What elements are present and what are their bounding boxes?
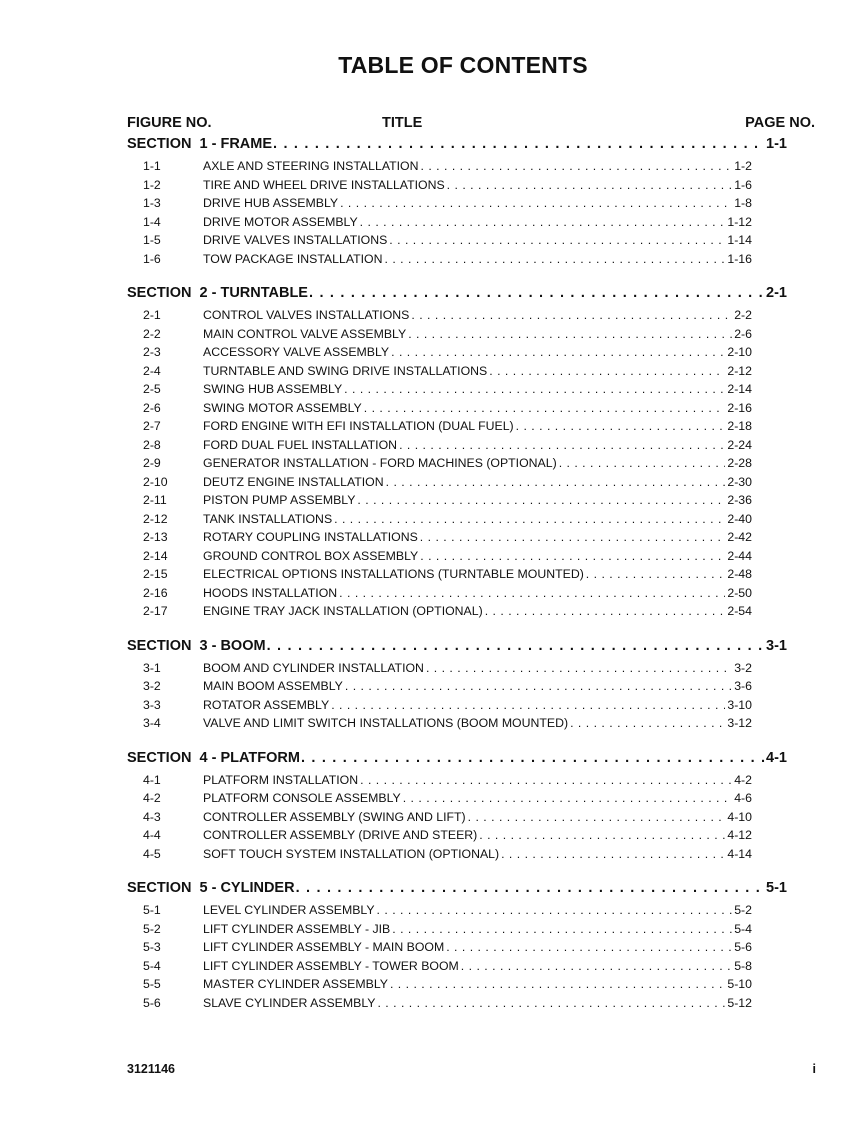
dot-leader bbox=[331, 698, 725, 712]
section-page: 4-1 bbox=[766, 749, 787, 766]
entry-page: 2-24 bbox=[727, 437, 752, 452]
toc-entry[interactable] bbox=[127, 530, 752, 549]
toc-list bbox=[127, 136, 787, 1029]
dot-leader bbox=[377, 903, 733, 917]
section-label: SECTION 5 - CYLINDER bbox=[127, 880, 295, 896]
toc-entry[interactable] bbox=[127, 159, 752, 178]
figure-number: 2-4 bbox=[143, 363, 161, 378]
dot-leader bbox=[377, 996, 725, 1010]
dot-leader bbox=[339, 586, 725, 600]
column-headers bbox=[127, 115, 815, 133]
dot-leader bbox=[411, 308, 732, 322]
entry-page: 1-16 bbox=[727, 251, 752, 266]
figure-number: 2-8 bbox=[143, 437, 161, 452]
dot-leader bbox=[334, 512, 725, 526]
entry-page: 1-12 bbox=[727, 214, 752, 229]
entry-title: FORD DUAL FUEL INSTALLATION bbox=[203, 437, 398, 452]
toc-entry[interactable] bbox=[127, 308, 752, 327]
figure-number: 2-14 bbox=[143, 548, 168, 563]
entry-title: CONTROL VALVES INSTALLATIONS bbox=[203, 308, 410, 322]
dot-leader bbox=[446, 940, 732, 954]
entry-page: 4-14 bbox=[727, 846, 752, 861]
figure-number: 1-5 bbox=[143, 233, 161, 247]
dot-leader bbox=[360, 773, 732, 787]
figure-number: 2-15 bbox=[143, 567, 168, 581]
toc-entry[interactable] bbox=[127, 959, 752, 978]
entry-title: VALVE AND LIMIT SWITCH INSTALLATIONS (BOOM MOUNTED) bbox=[203, 716, 569, 730]
dot-leader bbox=[420, 159, 732, 173]
toc-entry[interactable] bbox=[127, 549, 752, 568]
section-label: SECTION 2 - TURNTABLE bbox=[127, 285, 308, 301]
entry-title: LIFT CYLINDER ASSEMBLY - TOWER BOOM bbox=[203, 958, 459, 973]
toc-entry[interactable] bbox=[127, 996, 752, 1015]
dot-leader bbox=[420, 549, 725, 563]
dot-leader bbox=[389, 233, 725, 247]
toc-section bbox=[127, 136, 787, 270]
figure-number: 2-16 bbox=[143, 585, 168, 600]
entry-page: 5-2 bbox=[734, 903, 752, 917]
figure-number: 2-12 bbox=[143, 511, 168, 526]
figure-number: 1-4 bbox=[143, 214, 161, 229]
dot-leader bbox=[386, 475, 726, 489]
toc-entry[interactable] bbox=[127, 661, 752, 680]
figure-number: 3-1 bbox=[143, 660, 161, 675]
entry-title: ROTATOR ASSEMBLY bbox=[203, 697, 330, 712]
entry-title: FORD ENGINE WITH EFI INSTALLATION (DUAL FUEL) bbox=[203, 419, 514, 433]
toc-entry[interactable] bbox=[127, 791, 752, 810]
dot-leader bbox=[420, 530, 726, 544]
entry-page: 1-6 bbox=[734, 177, 752, 192]
page-no-header: PAGE NO. bbox=[745, 115, 815, 131]
page-title: TABLE OF CONTENTS bbox=[338, 52, 588, 78]
toc-entry[interactable] bbox=[127, 345, 752, 364]
toc-entry[interactable] bbox=[127, 493, 752, 512]
toc-entry[interactable] bbox=[127, 252, 752, 271]
entry-title: MAIN CONTROL VALVE ASSEMBLY bbox=[203, 326, 407, 341]
entry-title: GENERATOR INSTALLATION - FORD MACHINES (OPTIONAL) bbox=[203, 456, 557, 470]
dot-leader bbox=[501, 847, 725, 861]
figure-number: 1-2 bbox=[143, 177, 161, 192]
dot-leader bbox=[403, 791, 733, 805]
toc-entry[interactable] bbox=[127, 382, 752, 401]
dot-leader bbox=[309, 285, 765, 301]
section-heading[interactable] bbox=[127, 285, 787, 304]
toc-section bbox=[127, 638, 787, 735]
section-heading[interactable] bbox=[127, 750, 787, 769]
toc-entry[interactable] bbox=[127, 567, 752, 586]
entry-page: 3-6 bbox=[734, 679, 752, 693]
dot-leader bbox=[357, 493, 725, 507]
dot-leader bbox=[384, 252, 725, 266]
figure-number: 2-10 bbox=[143, 474, 168, 489]
toc-entry[interactable] bbox=[127, 364, 752, 383]
toc-entry[interactable] bbox=[127, 586, 752, 605]
entry-title: TURNTABLE AND SWING DRIVE INSTALLATIONS bbox=[203, 363, 488, 378]
entry-title: ACCESSORY VALVE ASSEMBLY bbox=[203, 345, 390, 359]
figure-number: 5-1 bbox=[143, 903, 161, 917]
document-number: 3121146 bbox=[127, 1062, 175, 1076]
entry-page: 2-36 bbox=[727, 493, 752, 507]
entry-page: 2-12 bbox=[727, 363, 752, 378]
toc-entry[interactable] bbox=[127, 512, 752, 531]
figure-number: 2-6 bbox=[143, 400, 161, 415]
toc-entry[interactable] bbox=[127, 922, 752, 941]
entry-title: DRIVE MOTOR ASSEMBLY bbox=[203, 214, 358, 229]
dot-leader bbox=[273, 136, 765, 152]
entry-page: 2-10 bbox=[727, 345, 752, 359]
dot-leader bbox=[296, 880, 765, 896]
dot-leader bbox=[399, 438, 725, 452]
section-page: 2-1 bbox=[766, 285, 787, 301]
dot-leader bbox=[570, 716, 725, 730]
dot-leader bbox=[586, 567, 726, 581]
entry-title: ENGINE TRAY JACK INSTALLATION (OPTIONAL) bbox=[203, 604, 483, 618]
dot-leader bbox=[340, 196, 732, 210]
toc-entry[interactable] bbox=[127, 401, 752, 420]
figure-number: 2-7 bbox=[143, 419, 161, 433]
entry-page: 4-2 bbox=[734, 772, 752, 787]
entry-title: SOFT TOUCH SYSTEM INSTALLATION (OPTIONAL) bbox=[203, 846, 500, 861]
section-heading[interactable] bbox=[127, 880, 787, 899]
dot-leader bbox=[360, 215, 726, 229]
entry-page: 3-2 bbox=[734, 660, 752, 675]
figure-number: 4-1 bbox=[143, 772, 161, 787]
dot-leader bbox=[392, 922, 732, 936]
toc-entry[interactable] bbox=[127, 178, 752, 197]
entry-page: 1-2 bbox=[734, 159, 752, 173]
dot-leader bbox=[301, 750, 765, 766]
toc-entry[interactable] bbox=[127, 456, 752, 475]
toc-entry[interactable] bbox=[127, 716, 752, 735]
entry-title: DEUTZ ENGINE INSTALLATION bbox=[203, 474, 384, 489]
entry-title: MAIN BOOM ASSEMBLY bbox=[203, 679, 343, 693]
entry-page: 4-6 bbox=[734, 791, 752, 805]
entry-title: PLATFORM CONSOLE ASSEMBLY bbox=[203, 791, 401, 805]
toc-entry[interactable] bbox=[127, 215, 752, 234]
entry-title: SLAVE CYLINDER ASSEMBLY bbox=[203, 995, 376, 1010]
entry-page: 5-12 bbox=[727, 995, 752, 1010]
figure-number: 3-4 bbox=[143, 716, 161, 730]
figure-number: 1-3 bbox=[143, 196, 161, 210]
section-label: SECTION 3 - BOOM bbox=[127, 637, 266, 654]
figure-number: 2-3 bbox=[143, 345, 161, 359]
figure-number: 2-1 bbox=[143, 308, 161, 322]
entry-title: LEVEL CYLINDER ASSEMBLY bbox=[203, 903, 375, 917]
entry-page: 2-16 bbox=[727, 400, 752, 415]
figure-number: 3-3 bbox=[143, 697, 161, 712]
entry-page: 1-8 bbox=[734, 196, 752, 210]
section-page: 5-1 bbox=[766, 880, 787, 896]
dot-leader bbox=[516, 419, 726, 433]
entry-title: ROTARY COUPLING INSTALLATIONS bbox=[203, 530, 418, 544]
figure-number: 4-3 bbox=[143, 809, 161, 824]
entry-title: TANK INSTALLATIONS bbox=[203, 511, 333, 526]
dot-leader bbox=[485, 604, 726, 618]
figure-number: 3-2 bbox=[143, 679, 161, 693]
section-heading[interactable] bbox=[127, 638, 787, 657]
toc-entry[interactable] bbox=[127, 327, 752, 346]
dot-leader bbox=[489, 364, 725, 378]
figure-number: 2-13 bbox=[143, 530, 168, 544]
section-label: SECTION 4 - PLATFORM bbox=[127, 749, 300, 766]
dot-leader bbox=[390, 977, 725, 991]
entry-page: 2-30 bbox=[727, 474, 752, 489]
entry-page: 4-10 bbox=[727, 809, 752, 824]
entry-title: GROUND CONTROL BOX ASSEMBLY bbox=[203, 548, 419, 563]
figure-number: 4-2 bbox=[143, 791, 161, 805]
entry-page: 2-54 bbox=[727, 604, 752, 618]
section-heading[interactable] bbox=[127, 136, 787, 155]
toc-entry[interactable] bbox=[127, 233, 752, 252]
entry-page: 2-42 bbox=[727, 530, 752, 544]
figure-number: 4-5 bbox=[143, 846, 161, 861]
dot-leader bbox=[345, 679, 732, 693]
entry-title: BOOM AND CYLINDER INSTALLATION bbox=[203, 660, 424, 675]
page-number: i bbox=[812, 1062, 816, 1076]
toc-entry[interactable] bbox=[127, 977, 752, 996]
toc-entry[interactable] bbox=[127, 773, 752, 792]
toc-section bbox=[127, 750, 787, 866]
entry-page: 2-28 bbox=[727, 456, 752, 470]
toc-entry[interactable] bbox=[127, 810, 752, 829]
entry-page: 2-14 bbox=[727, 382, 752, 396]
figure-number: 1-1 bbox=[143, 159, 161, 173]
entry-title: ELECTRICAL OPTIONS INSTALLATIONS (TURNTABLE MOUNTED) bbox=[203, 567, 584, 581]
toc-entry[interactable] bbox=[127, 438, 752, 457]
dot-leader bbox=[447, 178, 733, 192]
toc-entry[interactable] bbox=[127, 475, 752, 494]
entry-page: 5-8 bbox=[734, 958, 752, 973]
toc-entry[interactable] bbox=[127, 847, 752, 866]
title-header: TITLE bbox=[382, 115, 423, 131]
figure-number: 2-5 bbox=[143, 382, 161, 396]
entry-title: MASTER CYLINDER ASSEMBLY bbox=[203, 977, 388, 991]
figure-number: 5-3 bbox=[143, 940, 161, 954]
dot-leader bbox=[559, 456, 726, 470]
toc-entry[interactable] bbox=[127, 698, 752, 717]
toc-entry[interactable] bbox=[127, 604, 752, 623]
entry-title: DRIVE HUB ASSEMBLY bbox=[203, 196, 339, 210]
dot-leader bbox=[408, 327, 732, 341]
entry-page: 2-6 bbox=[734, 326, 752, 341]
figure-no-header: FIGURE NO. bbox=[127, 115, 212, 131]
toc-entry[interactable] bbox=[127, 903, 752, 922]
entry-title: CONTROLLER ASSEMBLY (DRIVE AND STEER) bbox=[203, 828, 478, 842]
entry-title: HOODS INSTALLATION bbox=[203, 585, 338, 600]
entry-page: 2-2 bbox=[734, 308, 752, 322]
toc-entry[interactable] bbox=[127, 940, 752, 959]
dot-leader bbox=[426, 661, 732, 675]
figure-number: 1-6 bbox=[143, 251, 161, 266]
entry-page: 1-14 bbox=[727, 233, 752, 247]
entry-title: CONTROLLER ASSEMBLY (SWING AND LIFT) bbox=[203, 809, 466, 824]
dot-leader bbox=[267, 638, 765, 654]
entry-page: 3-10 bbox=[727, 697, 752, 712]
figure-number: 5-2 bbox=[143, 921, 161, 936]
entry-page: 2-40 bbox=[727, 511, 752, 526]
toc-entry[interactable] bbox=[127, 419, 752, 438]
dot-leader bbox=[344, 382, 725, 396]
figure-number: 5-4 bbox=[143, 958, 161, 973]
section-page: 1-1 bbox=[766, 136, 787, 152]
entry-page: 2-18 bbox=[727, 419, 752, 433]
entry-page: 5-6 bbox=[734, 940, 752, 954]
entry-page: 5-4 bbox=[734, 921, 752, 936]
entry-page: 4-12 bbox=[727, 828, 752, 842]
entry-page: 2-50 bbox=[727, 585, 752, 600]
toc-section bbox=[127, 285, 787, 623]
dot-leader bbox=[461, 959, 732, 973]
entry-title: PISTON PUMP ASSEMBLY bbox=[203, 493, 356, 507]
entry-title: PLATFORM INSTALLATION bbox=[203, 772, 359, 787]
figure-number: 4-4 bbox=[143, 828, 161, 842]
entry-page: 2-48 bbox=[727, 567, 752, 581]
entry-title: AXLE AND STEERING INSTALLATION bbox=[203, 159, 419, 173]
figure-number: 5-5 bbox=[143, 977, 161, 991]
dot-leader bbox=[479, 828, 725, 842]
figure-number: 2-11 bbox=[143, 493, 167, 507]
entry-page: 3-12 bbox=[727, 716, 752, 730]
entry-title: SWING HUB ASSEMBLY bbox=[203, 382, 343, 396]
figure-number: 2-9 bbox=[143, 456, 161, 470]
entry-title: LIFT CYLINDER ASSEMBLY - JIB bbox=[203, 921, 391, 936]
figure-number: 2-2 bbox=[143, 326, 161, 341]
dot-leader bbox=[391, 345, 725, 359]
entry-title: DRIVE VALVES INSTALLATIONS bbox=[203, 233, 388, 247]
toc-section bbox=[127, 880, 787, 1014]
section-page: 3-1 bbox=[766, 637, 787, 654]
entry-page: 5-10 bbox=[727, 977, 752, 991]
entry-title: LIFT CYLINDER ASSEMBLY - MAIN BOOM bbox=[203, 940, 445, 954]
dot-leader bbox=[364, 401, 726, 415]
figure-number: 5-6 bbox=[143, 995, 161, 1010]
entry-title: SWING MOTOR ASSEMBLY bbox=[203, 400, 362, 415]
section-label: SECTION 1 - FRAME bbox=[127, 136, 273, 152]
toc-entry[interactable] bbox=[127, 679, 752, 698]
figure-number: 2-17 bbox=[143, 604, 168, 618]
entry-title: TOW PACKAGE INSTALLATION bbox=[203, 251, 383, 266]
entry-title: TIRE AND WHEEL DRIVE INSTALLATIONS bbox=[203, 177, 445, 192]
toc-entry[interactable] bbox=[127, 828, 752, 847]
dot-leader bbox=[468, 810, 726, 824]
toc-entry[interactable] bbox=[127, 196, 752, 215]
entry-page: 2-44 bbox=[727, 548, 752, 563]
